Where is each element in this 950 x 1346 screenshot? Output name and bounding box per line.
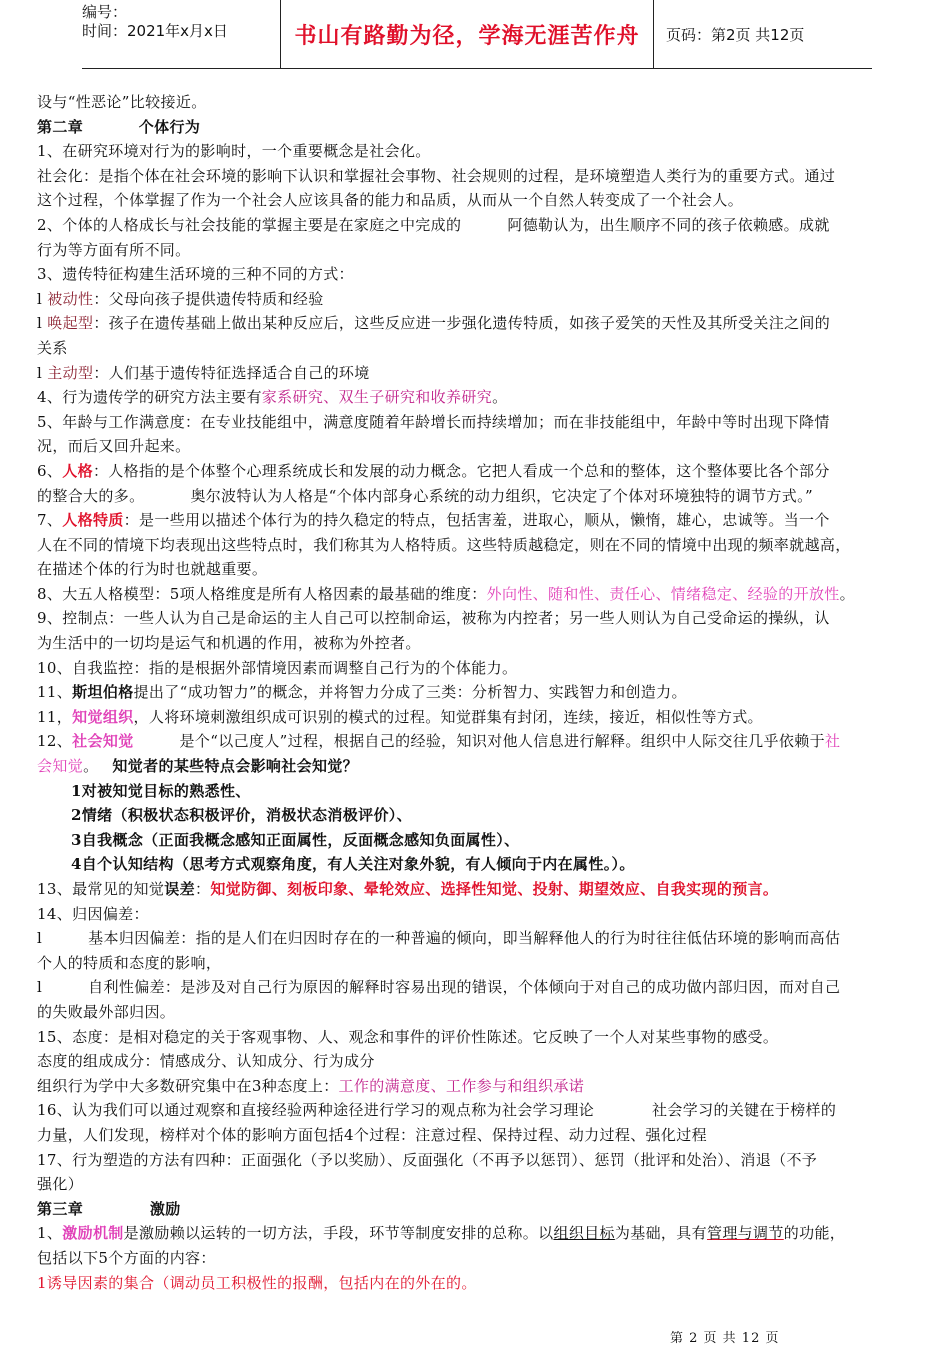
text-span: ：人格指的是个体整个心理系统成长和发展的动力概念。它把人看成一个总和的整体，这个整体要比各个部分 (92, 461, 830, 480)
text-line: 15、态度：是相对稳定的关于客观事物、人、观念和事件的评价性陈述。它反映了一个人对某些事物的感受。 (37, 1027, 779, 1046)
text-span: 1、 (37, 1224, 63, 1243)
text-span: 12、 (37, 732, 73, 751)
text-line: 行为等方面有所不同。 (37, 240, 191, 259)
text-line: 设与“性恶论”比较接近。 (37, 93, 207, 111)
term: 误差 (164, 880, 195, 898)
text-line: 关系 (37, 338, 68, 357)
term: 社会知觉 (72, 732, 134, 751)
text-span: 是个“以己度人”过程，根据自己的经验，知识对他人信息进行解释。组织中人际交往几乎依赖于 (179, 732, 825, 751)
text-line (37, 508, 927, 533)
text-line: 社会化：是指个体在社会环境的影响下认识和掌握社会事物、社会规则的过程，是环境塑造人类行为的重要方式。通过 (37, 166, 836, 185)
bullet-mark: l (37, 314, 48, 333)
text-span: ：是一些用以描述个体行为的持久稳定的特点，包括害羞，进取心，顺从，懒惰，雄心，忠诚等。当一个 (123, 511, 830, 530)
text-line: 14、归因偏差： (37, 904, 149, 923)
term: 人格特质 (62, 511, 124, 530)
underlined-text: 组织目标 (553, 1224, 615, 1243)
text-line (37, 729, 927, 754)
text-line (37, 459, 927, 484)
term: 知觉组织 (72, 707, 134, 726)
text-line: 在描述个体的行为时也就越重要。 (37, 560, 268, 579)
text-line: 3、遗传特征构建生活环境的三种不同的方式： (37, 265, 354, 284)
text-span: 基本归因偏差：指的是人们在归因时存在的一种普遍的倾向，即当解释他人的行为时往往低估环境的影响而高估 (88, 929, 841, 948)
text-line (37, 213, 927, 238)
text-span: 组织行为学中大多数研究集中在3种态度上： (37, 1076, 339, 1095)
highlight-text: 会知觉 (37, 757, 84, 776)
bullet-line (37, 361, 927, 386)
term: 唤起型 (47, 314, 94, 333)
text-line: 力量，人们发现，榜样对个体的影响方面包括4个过程：注意过程、保持过程、动力过程、强化过程 (37, 1125, 707, 1144)
text-span: 的功能， (783, 1224, 846, 1243)
term: 被动性 (47, 289, 94, 308)
text-span: 。 (839, 584, 856, 603)
text-line (37, 705, 927, 730)
chapter-2-title: 第二章 个体行为 (37, 117, 201, 136)
highlight-text: 社 (824, 732, 841, 751)
header-meta (82, 0, 281, 68)
text-span: 提出了“成功智力”的概念，并将智力分成了三类：分析智力、实践智力和创造力。 (133, 683, 687, 702)
text-span: 7、 (37, 511, 63, 530)
text-line: 17、行为塑造的方法有四种：正面强化（予以奖励）、反面强化（不再予以惩罚）、惩罚（批评和处治）、消退（不予 (37, 1150, 818, 1169)
text-line (37, 680, 927, 705)
text-line (37, 754, 927, 779)
text-span: ，人将环境刺激组织成可识别的模式的过程。知觉群集有封闭，连续，接近，相似性等方式。 (133, 707, 763, 726)
bullet-mark: l (37, 363, 48, 382)
term: 斯坦伯格 (72, 683, 134, 702)
text-span: 。 (83, 757, 99, 776)
text-span: ：人们基于遗传特征选择适合自己的环境 (93, 363, 370, 382)
text-span: 的整合大的多。 (37, 486, 145, 505)
text-span: ： (194, 880, 211, 898)
header-page-info: 页码：第2页 共12页 (666, 25, 805, 44)
text-span: 6、 (37, 461, 63, 480)
text-span: ：父母向孩子提供遗传特质和经验 (93, 289, 324, 308)
text-span: 奥尔波特认为人格是“个体内部身心系统的动力组织，它决定了个体对环境独特的调节方式。” (190, 486, 813, 505)
text-line (37, 1221, 927, 1246)
text-line (37, 385, 927, 410)
text-line: 况，而后又回升起来。 (37, 437, 191, 456)
highlight-text: 知觉防御、刻板印象、晕轮效应、选择性知觉、投射、期望效应、自我实现的预言。 (210, 880, 779, 898)
highlight-text: 工作的满意度、工作参与和组织承诺 (338, 1076, 585, 1095)
text-span: 。 (492, 388, 508, 407)
text-line (37, 1074, 927, 1099)
text-span: 11， (37, 707, 73, 726)
text-span: 自利性偏差：是涉及对自己行为原因的解释时容易出现的错误，个体倾向于对自己的成功做内部归因，而对自己 (88, 978, 841, 997)
text-line: 10、自我监控：指的是根据外部情境因素而调整自己行为的个体能力。 (37, 658, 518, 677)
text-line: 5、年龄与工作满意度：在专业技能组中，满意度随着年龄增长而持续增加；而在非技能组中，年龄中等时出现下降情 (37, 412, 830, 431)
text-span: 16、认为我们可以通过观察和直接经验两种途径进行学习的观点称为社会学习理论 (37, 1101, 595, 1120)
text-line: 1、在研究环境对行为的影响时，一个重要概念是社会化。 (37, 142, 431, 161)
text-line: 的失败最外部归因。 (37, 1002, 176, 1021)
text-line (37, 582, 927, 607)
list-item: 4自个认知结构（思考方式观察角度，有人关注对象外貌，有人倾向于内在属性。）。 (71, 855, 635, 874)
text-line: 包括以下5个方面的内容： (37, 1248, 216, 1267)
text-span: 8、大五人格模型：5项人格维度是所有人格因素的最基础的维度： (37, 584, 487, 603)
text-line: 强化） (37, 1175, 84, 1194)
page-header (82, 0, 872, 69)
text-span: 2、个体的人格成长与社会技能的掌握主要是在家庭之中完成的 (37, 215, 462, 234)
text-span: 为基础，具有 (614, 1224, 707, 1243)
text-span: 社会学习的关键在于榜样的 (652, 1101, 837, 1120)
highlight-text: 外向性、随和性、责任心、情绪稳定、经验的开放性 (486, 584, 840, 603)
text-span: ：孩子在遗传基础上做出某种反应后，这些反应进一步强化遗传特质，如孩子爱笑的天性及其所受关注之间的 (93, 314, 831, 333)
text-line: 个人的特质和态度的影响， (37, 953, 222, 972)
bullet-line (37, 926, 927, 951)
doc-number-label: 编号： (82, 3, 128, 21)
document-body (37, 90, 927, 1295)
text-line: 这个过程，个体掌握了作为一个社会人应该具备的能力和品质，从而从一个自然人转变成了一个社会人。 (37, 191, 744, 210)
bullet-line (37, 287, 927, 312)
underlined-text: 管理与调节 (706, 1224, 784, 1243)
bullet-line (37, 311, 927, 336)
text-span: 阿德勒认为，出生顺序不同的孩子依赖感。成就 (507, 215, 830, 234)
text-line: 1诱导因素的集合（调动员工积极性的报酬，包括内在的外在的。 (37, 1273, 477, 1292)
doc-time-label: 时间：2021年x月x日 (82, 22, 228, 40)
bullet-mark: l (37, 978, 43, 997)
text-line (37, 484, 927, 509)
text-span: 是激励赖以运转的一切方法，手段，环节等制度安排的总称。以 (123, 1224, 554, 1243)
bullet-mark: l (37, 289, 48, 308)
text-line (37, 877, 927, 902)
bullet-line (37, 975, 927, 1000)
page-footer: 第 2 页 共 12 页 (670, 1331, 780, 1346)
text-span: 11、 (37, 683, 73, 702)
term: 人格 (62, 461, 93, 480)
text-span: 13、最常见的知觉 (37, 880, 165, 898)
text-line: 态度的组成成分：情感成分、认知成分、行为成分 (37, 1052, 375, 1071)
text-line: 9、控制点：一些人认为自己是命运的主人自己可以控制命运，被称为内控者；另一些人则认为自己受命运的操纵，认 (37, 609, 830, 628)
list-item: 1对被知觉目标的熟悉性、 (71, 781, 251, 800)
bullet-mark: l (37, 929, 43, 948)
highlight-text: 家系研究、双生子研究和收养研究 (261, 388, 493, 407)
text-span: 知觉者的某些特点会影响社会知觉？ (112, 757, 359, 776)
term: 激励机制 (62, 1224, 124, 1243)
chapter-3-title: 第三章 激励 (37, 1199, 181, 1218)
text-span: 4、行为遗传学的研究方法主要有 (37, 388, 262, 407)
text-line: 为生活中的一切均是运气和机遇的作用，被称为外控者。 (37, 634, 421, 653)
text-line: 人在不同的情境下均表现出这些特点时，我们称其为人格特质。这些特质越稳定，则在不同的情境中出现的频率就越高， (37, 535, 851, 554)
header-motto: 书山有路勤为径，学海无涯苦作舟 (281, 0, 654, 68)
list-item: 3自我概念（正面我概念感知正面属性，反面概念感知负面属性）、 (71, 830, 520, 849)
text-line (37, 1098, 927, 1123)
list-item: 2情绪（积极状态积极评价，消极状态消极评价）、 (71, 806, 412, 825)
term: 主动型 (47, 363, 94, 382)
